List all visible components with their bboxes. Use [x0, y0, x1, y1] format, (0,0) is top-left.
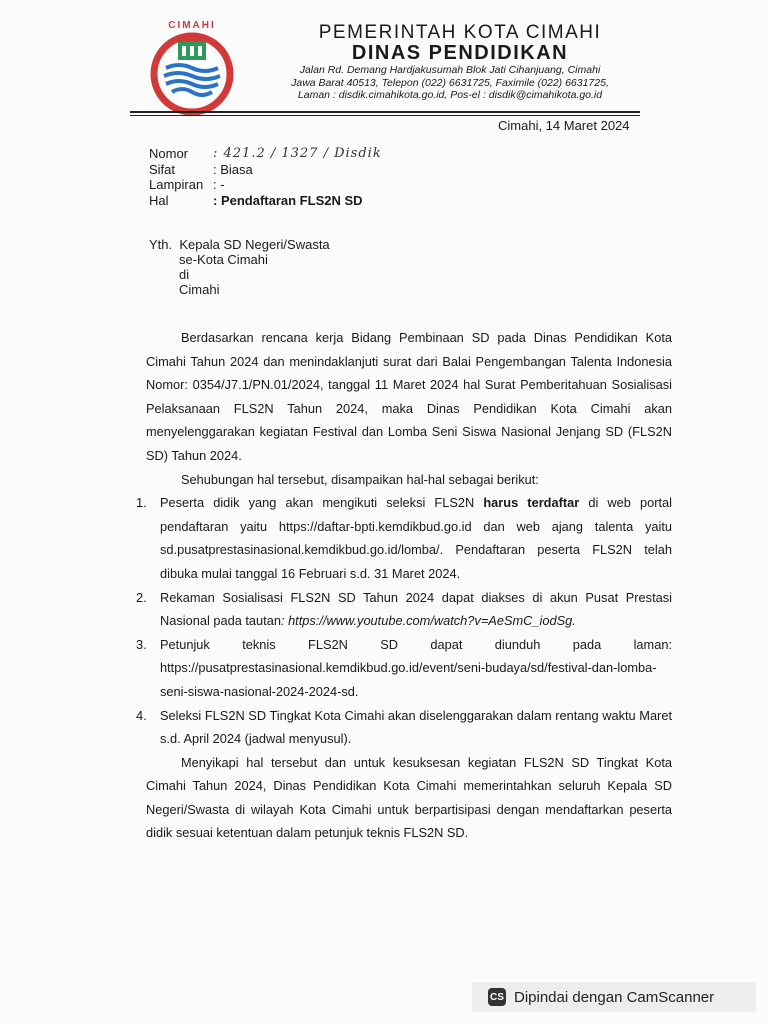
lampiran-value: : - [213, 177, 225, 192]
address-line-2: Jawa Barat 40513, Telepon (022) 6631725, Faximile (022) 6631725, [291, 76, 609, 89]
body-paragraph-1: Berdasarkan rencana kerja Bidang Pembinaan SD pada Dinas Pendidikan Kota Cimahi Tahun 2024 dan menindaklanjuti surat dari Balai Pengembangan Talenta Indonesia Nomor: 0354/J7.1/PN.01/2024, tanggal 11 Maret 2024 hal Surat Pemberitahuan Sosialisasi Pelaksanaan FLS2N Tahun 2024, maka Dinas Pendidikan Kota Cimahi akan menyelenggarakan kegiatan Festival dan Lomba Seni Siswa Nasional Jenjang SD (FLS2N SD) Tahun 2024. [146, 330, 672, 463]
camscanner-label: Dipindai dengan CamScanner [514, 988, 715, 1006]
letterhead-address [270, 64, 630, 102]
body-paragraph-2: Sehubungan hal tersebut, disampaikan hal-hal sebagai berikut: [181, 471, 539, 487]
letterhead-rule [130, 111, 640, 113]
list-item [136, 586, 672, 633]
list-item-1-text-a: Peserta didik yang akan mengikuti seleksi FLS2N [160, 495, 484, 511]
hal-label: Hal [149, 192, 169, 208]
list-item-4-text: Seleksi FLS2N SD Tingkat Kota Cimahi akan diselenggarakan dalam rentang waktu Maret s.d. April 2024 (jadwal menyusul). [160, 707, 672, 747]
letterhead-rule-thin [130, 115, 640, 116]
list-item [136, 491, 672, 585]
letter-meta [149, 146, 382, 208]
nomor-value: : 421.2 / 1327 / Disdik [213, 146, 382, 161]
hal-value: : Pendaftaran FLS2N SD [213, 192, 363, 208]
camscanner-watermark [472, 982, 756, 1012]
nomor-label: Nomor [149, 146, 189, 161]
letterhead-agency: DINAS PENDIDIKAN [351, 42, 569, 64]
camscanner-icon: CS [488, 988, 506, 1006]
cimahi-city-crest-icon [150, 18, 234, 118]
list-number: 4. [136, 707, 147, 723]
addressee-line-2: se-Kota Cimahi [179, 252, 268, 267]
body-paragraph-3: Menyikapi hal tersebut dan untuk kesuksesan kegiatan FLS2N SD Tingkat Kota Cimahi Tahun 2024, Dinas Pendidikan Kota Cimahi memerintahkan seluruh Kepala SD Negeri/Swasta di wilayah Kota Cimahi untuk berpartisipasi dengan mendaftarkan peserta didik sesuai ketentuan dalam petunjuk teknis FLS2N SD. [146, 754, 672, 841]
body-list [136, 491, 672, 751]
address-line-1: Jalan Rd. Demang Hardjakusumah Blok Jati Cihanjuang, Cimahi [299, 64, 601, 76]
list-item [136, 704, 672, 751]
sifat-label: Sifat [149, 161, 176, 177]
list-item-1-text-b: di web portal pendaftaran yaitu https://daftar-bpti.kemdikbud.go.id dan web ajang talenta yaitu sd.pusatprestasinasional.kemdikbud.go.id/lomba/. Pendaftaran peserta FLS2N telah dibuka mulai tanggal 16 Februari s.d. 31 Maret 2024. [160, 495, 672, 581]
addressee-line-4: Cimahi [179, 282, 220, 297]
letter-body [136, 326, 672, 845]
addressee-block [149, 237, 330, 297]
letter-date: Cimahi, 14 Maret 2024 [498, 118, 630, 133]
list-item-2-text: Rekaman Sosialisasi FLS2N SD Tahun 2024 dapat diakses di akun Pusat Prestasi Nasional pada tautan [160, 589, 672, 629]
list-number: 2. [136, 589, 147, 605]
sifat-value: : Biasa [213, 161, 253, 177]
letterhead-government: PEMERINTAH KOTA CIMAHI [318, 22, 602, 43]
list-number: 3. [136, 636, 147, 652]
addressee-line-1: Kepala SD Negeri/Swasta [179, 237, 330, 252]
list-item-2-link: : https://www.youtube.com/watch?v=AeSmC_iodSg. [280, 613, 576, 629]
list-item-3-text: Petunjuk teknis FLS2N SD dapat diunduh pada laman: https://pusatprestasinasional.kemdikbud.go.id/event/seni-budaya/sd/festival-dan-lomba-seni-siswa-nasional-2024-2024-sd. [160, 636, 672, 699]
addressee-salutation: Yth. [149, 237, 173, 252]
address-line-3: Laman : disdik.cimahikota.go.id, Pos-el : disdik@cimahikota.go.id [297, 89, 603, 101]
logo-text: CIMAHI [168, 20, 216, 31]
list-item-1-bold: harus terdaftar [483, 495, 580, 511]
lampiran-label: Lampiran [149, 177, 204, 192]
list-item [136, 633, 672, 704]
addressee-line-3: di [179, 267, 190, 282]
list-number: 1. [136, 495, 147, 511]
